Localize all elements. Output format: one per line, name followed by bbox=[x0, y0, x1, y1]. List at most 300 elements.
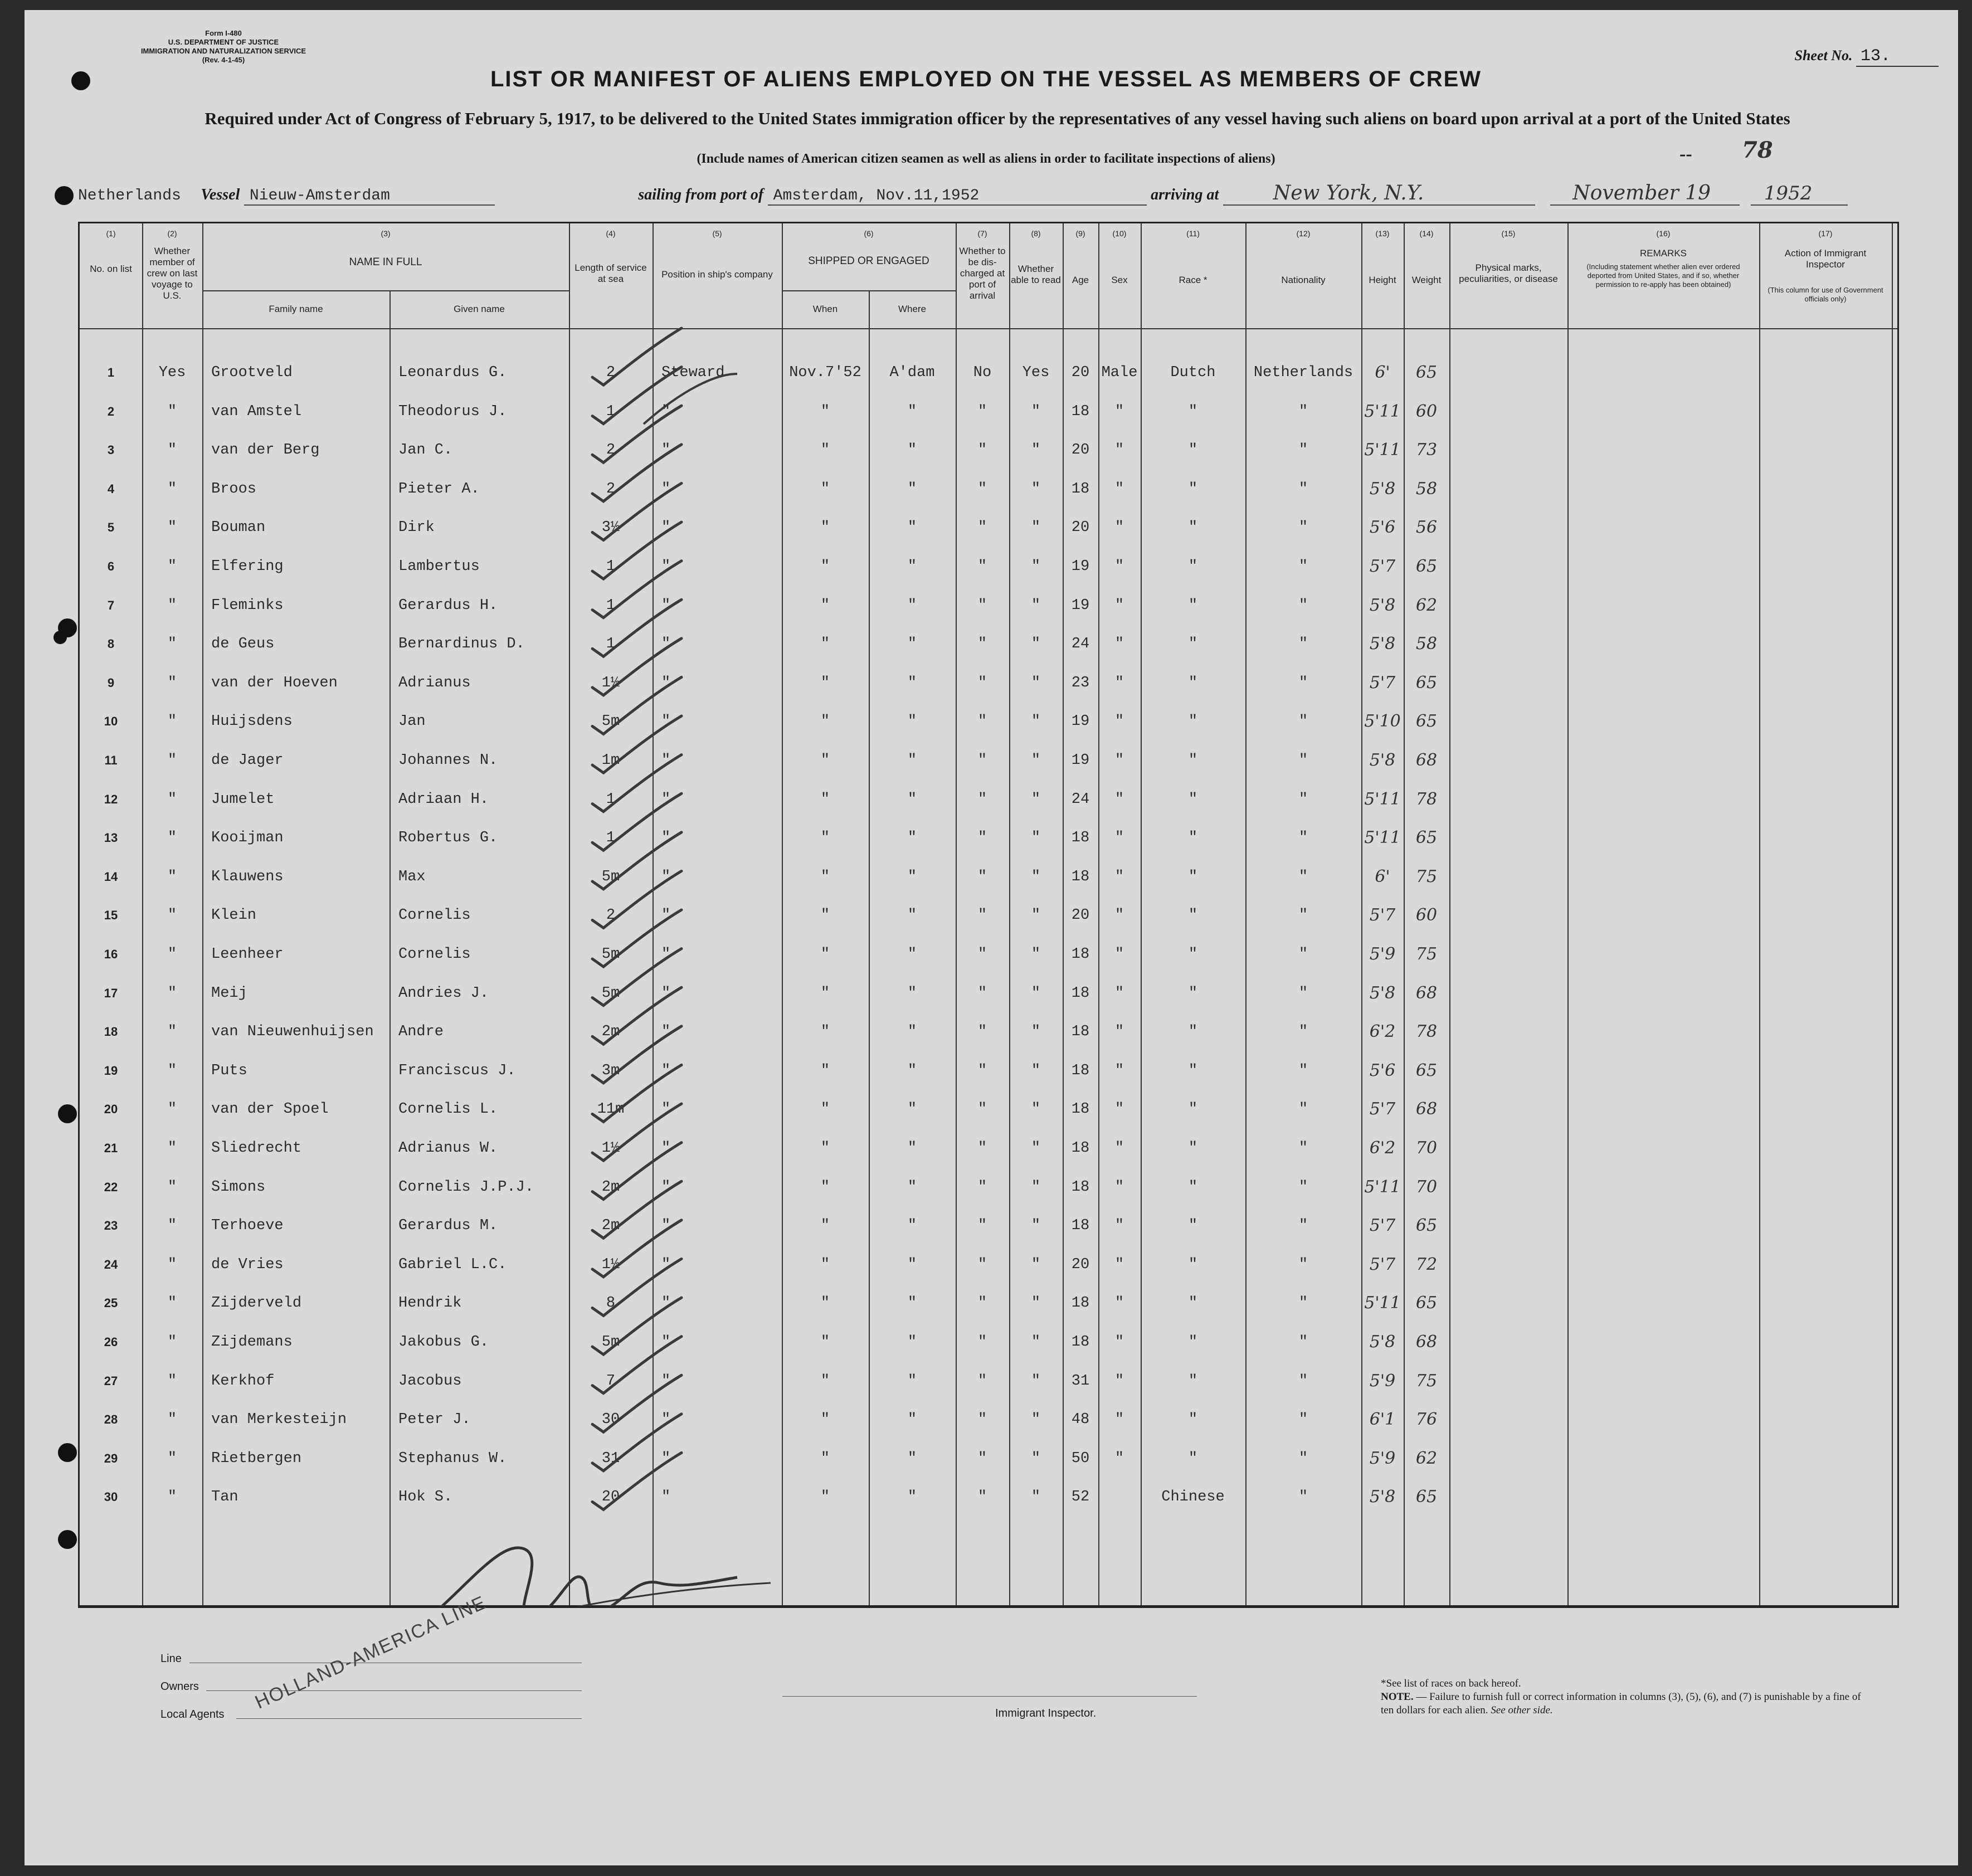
weight: 68 bbox=[1415, 1332, 1438, 1352]
weight: 58 bbox=[1415, 479, 1438, 499]
age: 23 bbox=[1071, 674, 1090, 691]
col-num: (5) bbox=[712, 229, 722, 238]
ditto-mark: " bbox=[820, 791, 830, 808]
ditto-mark: " bbox=[167, 868, 177, 885]
ditto-mark: " bbox=[167, 597, 177, 614]
vessel-flag: Netherlands bbox=[78, 187, 181, 204]
ditto-mark: " bbox=[820, 674, 830, 691]
table-row bbox=[80, 516, 1897, 557]
ditto-mark: " bbox=[1188, 558, 1198, 575]
ditto-mark: " bbox=[907, 558, 917, 575]
length-of-service: 2m bbox=[601, 1217, 620, 1235]
given-name: Gerardus M. bbox=[398, 1217, 498, 1235]
ditto-mark: " bbox=[820, 1489, 830, 1506]
table-row bbox=[80, 788, 1897, 829]
height: 6'2 bbox=[1369, 1138, 1396, 1158]
given-name: Jacobus bbox=[398, 1372, 462, 1390]
ditto-mark: " bbox=[977, 713, 987, 730]
family-name: Puts bbox=[211, 1062, 247, 1079]
ditto-mark: " bbox=[977, 946, 987, 963]
table-row bbox=[80, 672, 1897, 712]
col-num: (3) bbox=[381, 229, 391, 238]
ditto-mark: " bbox=[661, 1489, 671, 1506]
height: 5'11 bbox=[1364, 1177, 1401, 1197]
ditto-mark: " bbox=[661, 1372, 671, 1390]
height: 5'8 bbox=[1369, 595, 1396, 615]
header-when: When bbox=[812, 304, 838, 314]
form-agency: U.S. DEPARTMENT OF JUSTICE bbox=[168, 38, 279, 46]
ditto-mark: " bbox=[820, 442, 830, 459]
family-name: Tan bbox=[211, 1489, 238, 1506]
table-row bbox=[80, 1060, 1897, 1100]
family-name: van Merkesteijn bbox=[211, 1411, 347, 1429]
ditto-mark: " bbox=[820, 907, 830, 924]
length-of-service: 3m bbox=[601, 1062, 620, 1079]
height: 5'7 bbox=[1369, 905, 1396, 925]
header-age: Age bbox=[1072, 275, 1089, 285]
ditto-mark: " bbox=[977, 519, 987, 537]
header-shipped-or-engaged: SHIPPED OR ENGAGED bbox=[808, 255, 929, 267]
ditto-mark: " bbox=[1031, 1256, 1041, 1273]
ditto-mark: " bbox=[1298, 1450, 1308, 1467]
ditto-mark: " bbox=[1031, 597, 1041, 614]
ditto-mark: " bbox=[1188, 868, 1198, 885]
table-row bbox=[80, 633, 1897, 673]
ditto-mark: " bbox=[167, 1489, 177, 1506]
ditto-mark: " bbox=[1031, 907, 1041, 924]
length-of-service: 2 bbox=[606, 480, 616, 498]
header-race: Race * bbox=[1179, 275, 1207, 285]
ditto-mark: " bbox=[661, 946, 671, 963]
ditto-mark: " bbox=[167, 713, 177, 730]
ditto-mark: " bbox=[907, 1256, 917, 1273]
ditto-mark: " bbox=[167, 946, 177, 963]
table-row bbox=[80, 1292, 1897, 1332]
ditto-mark: " bbox=[1298, 1489, 1308, 1506]
height: 5'9 bbox=[1369, 1371, 1396, 1391]
ditto-mark: " bbox=[661, 1101, 671, 1118]
ditto-mark: " bbox=[977, 558, 987, 575]
ditto-mark: " bbox=[1298, 1295, 1308, 1312]
ditto-mark: " bbox=[1114, 985, 1124, 1002]
given-name: Jan C. bbox=[398, 442, 453, 459]
ditto-mark: " bbox=[1188, 907, 1198, 924]
weight: 62 bbox=[1415, 1448, 1438, 1468]
given-name: Gabriel L.C. bbox=[398, 1256, 507, 1273]
ditto-mark: " bbox=[907, 868, 917, 885]
table-row bbox=[80, 749, 1897, 790]
age: 20 bbox=[1071, 1256, 1090, 1273]
ditto-mark: " bbox=[907, 1140, 917, 1157]
table-row bbox=[80, 478, 1897, 518]
col-num: (1) bbox=[106, 229, 116, 238]
header-able-to-read: Whether able to read bbox=[1011, 264, 1061, 285]
ditto-mark: " bbox=[167, 752, 177, 769]
ditto-mark: " bbox=[661, 636, 671, 653]
weight: 75 bbox=[1415, 1371, 1438, 1391]
arrival-port: New York, N.Y. bbox=[1223, 182, 1535, 206]
given-name: Adrianus W. bbox=[398, 1140, 498, 1157]
ditto-mark: " bbox=[977, 830, 987, 847]
ditto-mark: " bbox=[1298, 830, 1308, 847]
length-of-service: 1 bbox=[606, 597, 616, 614]
ditto-mark: " bbox=[1298, 1024, 1308, 1041]
weight: 56 bbox=[1415, 518, 1438, 538]
age: 24 bbox=[1071, 636, 1090, 653]
ditto-mark: " bbox=[661, 674, 671, 691]
vessel-label: Vessel bbox=[201, 186, 240, 203]
ditto-mark: " bbox=[907, 1024, 917, 1041]
ditto-mark: " bbox=[907, 907, 917, 924]
crew-manifest-table bbox=[78, 222, 1899, 1608]
table-row bbox=[80, 1215, 1897, 1255]
weight: 65 bbox=[1415, 673, 1438, 693]
given-name: Stephanus W. bbox=[398, 1450, 507, 1467]
ditto-mark: " bbox=[1031, 868, 1041, 885]
ditto-mark: " bbox=[977, 597, 987, 614]
given-name: Lambertus bbox=[398, 558, 480, 575]
ditto-mark: " bbox=[1031, 946, 1041, 963]
ditto-mark: " bbox=[1298, 636, 1308, 653]
row-number: 22 bbox=[104, 1180, 118, 1194]
ditto-mark: " bbox=[1298, 442, 1308, 459]
family-name: Broos bbox=[211, 480, 257, 498]
ditto-mark: " bbox=[661, 519, 671, 537]
ditto-mark: " bbox=[820, 1101, 830, 1118]
ditto-mark: " bbox=[1114, 1450, 1124, 1467]
ditto-mark: " bbox=[977, 1140, 987, 1157]
family-name: de Geus bbox=[211, 636, 275, 653]
ditto-mark: " bbox=[907, 1372, 917, 1390]
ditto-mark: " bbox=[661, 752, 671, 769]
ditto-mark: " bbox=[1031, 830, 1041, 847]
ditto-mark: " bbox=[1031, 1334, 1041, 1351]
footer-owners-label: Owners bbox=[160, 1680, 199, 1693]
ditto-mark: " bbox=[1114, 519, 1124, 537]
ditto-mark: " bbox=[1114, 1024, 1124, 1041]
table-row bbox=[80, 1254, 1897, 1294]
family-name: de Vries bbox=[211, 1256, 284, 1273]
row-number: 19 bbox=[104, 1063, 118, 1078]
col-num: (16) bbox=[1656, 229, 1671, 238]
ditto-mark: " bbox=[1188, 1372, 1198, 1390]
weight: 65 bbox=[1415, 557, 1438, 576]
note-label: NOTE. bbox=[1381, 1691, 1414, 1703]
weight: 68 bbox=[1415, 1099, 1438, 1119]
discharged: No bbox=[973, 364, 992, 381]
height: 5'7 bbox=[1369, 673, 1396, 693]
ditto-mark: " bbox=[1114, 442, 1124, 459]
age: 18 bbox=[1071, 1178, 1090, 1196]
ditto-mark: " bbox=[661, 403, 671, 420]
arriving-label: arriving at bbox=[1151, 186, 1219, 203]
ditto-mark: " bbox=[167, 791, 177, 808]
ditto-mark: " bbox=[907, 519, 917, 537]
arrival-year: 1952 bbox=[1751, 182, 1848, 206]
given-name: Jakobus G. bbox=[398, 1334, 489, 1351]
ditto-mark: " bbox=[1114, 868, 1124, 885]
ditto-mark: " bbox=[1188, 1062, 1198, 1079]
ditto-mark: " bbox=[1188, 985, 1198, 1002]
height: 6'2 bbox=[1369, 1022, 1396, 1042]
given-name: Peter J. bbox=[398, 1411, 471, 1429]
ditto-mark: " bbox=[1114, 1140, 1124, 1157]
family-name: Huijsdens bbox=[211, 713, 293, 730]
ditto-mark: " bbox=[1114, 1334, 1124, 1351]
ditto-mark: " bbox=[1188, 519, 1198, 537]
ditto-mark: " bbox=[1298, 1101, 1308, 1118]
ditto-mark: " bbox=[907, 636, 917, 653]
weight: 72 bbox=[1415, 1254, 1438, 1274]
height: 5'11 bbox=[1364, 789, 1401, 809]
ditto-mark: " bbox=[977, 1256, 987, 1273]
ditto-mark: " bbox=[977, 1178, 987, 1196]
family-name: Terhoeve bbox=[211, 1217, 284, 1235]
ditto-mark: " bbox=[167, 1411, 177, 1429]
ditto-mark: " bbox=[167, 1062, 177, 1079]
header-position: Position in ship's company bbox=[661, 269, 773, 280]
ditto-mark: " bbox=[1188, 1256, 1198, 1273]
given-name: Cornelis J.P.J. bbox=[398, 1178, 534, 1196]
table-row bbox=[80, 1021, 1897, 1061]
height: 5'8 bbox=[1369, 983, 1396, 1003]
ditto-mark: " bbox=[820, 480, 830, 498]
height: 5'7 bbox=[1369, 1254, 1396, 1274]
ditto-mark: " bbox=[1031, 519, 1041, 537]
ditto-mark: " bbox=[820, 558, 830, 575]
age: 19 bbox=[1071, 713, 1090, 730]
ditto-mark: " bbox=[1188, 1334, 1198, 1351]
ditto-mark: " bbox=[820, 830, 830, 847]
ditto-mark: " bbox=[1298, 752, 1308, 769]
ditto-mark: " bbox=[907, 985, 917, 1002]
note-text: — Failure to furnish full or correct information in columns (3), (5), (6), and (7) is punishable by a fine of ten dollars for each alien. bbox=[1381, 1691, 1861, 1716]
ditto-mark: " bbox=[1298, 1256, 1308, 1273]
ditto-mark: " bbox=[661, 442, 671, 459]
voyage-line bbox=[78, 182, 1848, 206]
ditto-mark: " bbox=[1114, 946, 1124, 963]
given-name: Andre bbox=[398, 1024, 444, 1041]
ditto-mark: " bbox=[820, 636, 830, 653]
row-number: 28 bbox=[104, 1412, 118, 1427]
sheet-number bbox=[1795, 47, 1939, 67]
family-name: Zijderveld bbox=[211, 1295, 302, 1312]
ditto-mark: " bbox=[820, 597, 830, 614]
ditto-mark: " bbox=[977, 791, 987, 808]
family-name: Meij bbox=[211, 985, 247, 1002]
ditto-mark: " bbox=[977, 1295, 987, 1312]
table-row bbox=[80, 982, 1897, 1022]
weight: 75 bbox=[1415, 866, 1438, 886]
weight: 70 bbox=[1415, 1177, 1438, 1197]
weight: 58 bbox=[1415, 634, 1438, 654]
ditto-mark: " bbox=[1188, 480, 1198, 498]
age: 18 bbox=[1071, 1024, 1090, 1041]
length-of-service: 2 bbox=[606, 907, 616, 924]
ditto-mark: " bbox=[907, 752, 917, 769]
height: 6'1 bbox=[1369, 1410, 1396, 1430]
col-num: (8) bbox=[1031, 229, 1041, 238]
ditto-mark: " bbox=[820, 713, 830, 730]
shipped-when: Nov.7'52 bbox=[789, 364, 861, 381]
length-of-service: 31 bbox=[601, 1450, 620, 1467]
given-name: Bernardinus D. bbox=[398, 636, 525, 653]
row-number: 14 bbox=[104, 869, 118, 884]
ditto-mark: " bbox=[977, 1411, 987, 1429]
ditto-mark: " bbox=[167, 1256, 177, 1273]
col-num: (2) bbox=[167, 229, 177, 238]
length-of-service: 2 bbox=[606, 442, 616, 459]
sheet-value: 13. bbox=[1856, 47, 1939, 67]
ditto-mark: " bbox=[661, 1024, 671, 1041]
col-num: (6) bbox=[864, 229, 874, 238]
ditto-mark: " bbox=[1114, 403, 1124, 420]
ditto-mark: " bbox=[907, 946, 917, 963]
ditto-mark: " bbox=[977, 907, 987, 924]
age: 19 bbox=[1071, 597, 1090, 614]
row-number: 7 bbox=[107, 598, 115, 612]
position: Steward bbox=[661, 364, 725, 381]
ditto-mark: " bbox=[977, 1101, 987, 1118]
table-row bbox=[80, 595, 1897, 635]
ditto-mark: " bbox=[661, 1450, 671, 1467]
family-name: Zijdemans bbox=[211, 1334, 293, 1351]
form-revision: (Rev. 4-1-45) bbox=[202, 56, 245, 64]
ditto-mark: " bbox=[1114, 791, 1124, 808]
height: 5'10 bbox=[1364, 712, 1401, 732]
col-num: (9) bbox=[1075, 229, 1085, 238]
weight: 60 bbox=[1415, 401, 1438, 421]
header-physical-marks: Physical marks, peculiarities, or disease bbox=[1459, 262, 1558, 284]
ditto-mark: " bbox=[1031, 752, 1041, 769]
ditto-mark: " bbox=[1188, 1140, 1198, 1157]
ditto-mark: " bbox=[820, 403, 830, 420]
ditto-mark: " bbox=[1188, 713, 1198, 730]
row-number: 6 bbox=[107, 559, 115, 573]
weight: 65 bbox=[1415, 1487, 1438, 1507]
ditto-mark: " bbox=[1031, 1372, 1041, 1390]
ditto-mark: " bbox=[167, 442, 177, 459]
family-name: Leenheer bbox=[211, 946, 284, 963]
length-of-service: 1 bbox=[606, 636, 616, 653]
length-of-service: 1½ bbox=[601, 1140, 620, 1157]
ditto-mark: " bbox=[661, 1411, 671, 1429]
row-number: 5 bbox=[107, 520, 115, 535]
ditto-mark: " bbox=[1114, 1101, 1124, 1118]
ditto-mark: " bbox=[1298, 985, 1308, 1002]
ditto-mark: " bbox=[1031, 985, 1041, 1002]
family-name: Grootveld bbox=[211, 364, 293, 381]
ditto-mark: " bbox=[1188, 791, 1198, 808]
ditto-mark: " bbox=[1031, 1062, 1041, 1079]
punch-hole bbox=[55, 186, 74, 205]
length-of-service: 8 bbox=[606, 1295, 616, 1312]
height: 5'9 bbox=[1369, 944, 1396, 964]
ditto-mark: " bbox=[820, 519, 830, 537]
ditto-mark: " bbox=[820, 1217, 830, 1235]
table-row bbox=[80, 362, 1897, 402]
ditto-mark: " bbox=[977, 1372, 987, 1390]
ditto-mark: " bbox=[1114, 1295, 1124, 1312]
length-of-service: 3½ bbox=[601, 519, 620, 537]
ditto-mark: " bbox=[1114, 1256, 1124, 1273]
ditto-mark: " bbox=[977, 1217, 987, 1235]
family-name: Elfering bbox=[211, 558, 284, 575]
ditto-mark: " bbox=[977, 868, 987, 885]
row-number: 21 bbox=[104, 1141, 118, 1155]
family-name: van der Spoel bbox=[211, 1101, 329, 1118]
requirement-text: Required under Act of Congress of February 5, 1917, to be delivered to the United States immigration officer by the representatives of any vessel having such aliens on board upon arrival at a port of the United States bbox=[204, 109, 1790, 128]
length-of-service: 1½ bbox=[601, 1256, 620, 1273]
row-number: 17 bbox=[104, 986, 118, 1000]
header-sex: Sex bbox=[1111, 275, 1128, 285]
ditto-mark: " bbox=[661, 480, 671, 498]
height: 5'11 bbox=[1364, 401, 1401, 421]
ditto-mark: " bbox=[167, 1024, 177, 1041]
header-nationality: Nationality bbox=[1281, 275, 1326, 285]
ditto-mark: " bbox=[661, 1295, 671, 1312]
height: 5'7 bbox=[1369, 557, 1396, 576]
row-number: 18 bbox=[104, 1025, 118, 1039]
ditto-mark: " bbox=[907, 442, 917, 459]
ditto-mark: " bbox=[1298, 597, 1308, 614]
weight: 60 bbox=[1415, 905, 1438, 925]
ditto-mark: " bbox=[1031, 791, 1041, 808]
length-of-service: 1 bbox=[606, 403, 616, 420]
ditto-mark: " bbox=[907, 1489, 917, 1506]
ditto-mark: " bbox=[661, 1256, 671, 1273]
ditto-mark: " bbox=[1188, 946, 1198, 963]
family-name: Bouman bbox=[211, 519, 266, 537]
age: 24 bbox=[1071, 791, 1090, 808]
sex: Male bbox=[1101, 364, 1138, 381]
punch-hole bbox=[58, 1104, 77, 1123]
age: 18 bbox=[1071, 1295, 1090, 1312]
punch-hole bbox=[58, 1530, 77, 1549]
table-row bbox=[80, 1486, 1897, 1526]
height: 5'11 bbox=[1364, 440, 1401, 460]
form-number: Form I-480 bbox=[205, 29, 242, 37]
include-note: (Include names of American citizen seamen as well as aliens in order to facilitate inspections of aliens) bbox=[697, 152, 1275, 166]
given-name: Adriaan H. bbox=[398, 791, 489, 808]
punch-hole bbox=[53, 631, 67, 644]
ditto-mark: " bbox=[661, 985, 671, 1002]
length-of-service: 2m bbox=[601, 1024, 620, 1041]
length-of-service: 7 bbox=[606, 1372, 616, 1390]
age: 20 bbox=[1071, 442, 1090, 459]
ditto-mark: " bbox=[977, 1450, 987, 1467]
ditto-mark: " bbox=[167, 1217, 177, 1235]
height: 5'7 bbox=[1369, 1099, 1396, 1119]
table-row bbox=[80, 1370, 1897, 1410]
age: 18 bbox=[1071, 985, 1090, 1002]
ditto-mark: " bbox=[1298, 868, 1308, 885]
able-to-read: Yes bbox=[1022, 364, 1050, 381]
table-row bbox=[80, 866, 1897, 906]
ditto-mark: " bbox=[820, 985, 830, 1002]
ditto-mark: " bbox=[1114, 830, 1124, 847]
ditto-mark: " bbox=[907, 1217, 917, 1235]
ditto-mark: " bbox=[977, 1024, 987, 1041]
ditto-mark: " bbox=[661, 1178, 671, 1196]
race: Dutch bbox=[1170, 364, 1216, 381]
given-name: Andries J. bbox=[398, 985, 489, 1002]
row-number: 11 bbox=[104, 753, 118, 767]
height: 6' bbox=[1375, 363, 1390, 382]
length-of-service: 1m bbox=[601, 752, 620, 769]
ditto-mark: " bbox=[907, 1101, 917, 1118]
col-num: (14) bbox=[1419, 229, 1434, 238]
